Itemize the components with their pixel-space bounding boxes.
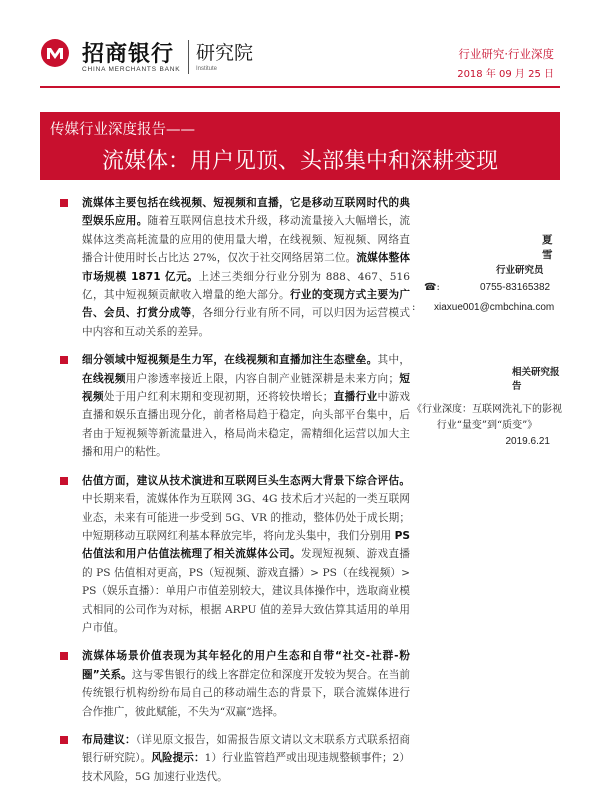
logo-divider	[188, 40, 189, 74]
summary-body	[60, 194, 410, 796]
bold-text-run: 布局建议：	[82, 733, 136, 746]
institute-name: 研究院	[196, 42, 254, 64]
related-reports-heading: 相关研究报告	[512, 367, 560, 392]
bold-text-run: 在线视频	[82, 372, 126, 385]
bold-text-run: 细分领域中短视频是生力军，在线视频和直播加注生态壁垒。	[82, 354, 378, 367]
summary-paragraph	[60, 647, 410, 721]
text-run: 这与零售银行的线上客群定位和深度开发较为契合。在当前传统银行机构纷纷布局自己的移动端生态的背景下，联合流媒体进行合作推广，彼此赋能，不失为“双赢”选择。	[82, 668, 410, 718]
summary-paragraph	[60, 194, 410, 341]
analyst-phone: 0755-83165382	[480, 282, 551, 293]
bold-text-run: 短视频	[82, 372, 411, 404]
text-run: 中游戏直播和娱乐直播出现分化，前者格局趋于稳定，向头部平台集中，后者由于短视频等新流量进入，格局尚未稳定，需精细化运营以加大主播和用户的粘性。	[82, 391, 411, 459]
text-run: 1）行业监管趋严或出现违规整顿事件；2）技术风险，5G 加速行业迭代。	[82, 752, 411, 783]
logo-text: 招商银行	[82, 42, 175, 67]
bullet-icon	[60, 199, 68, 207]
bullet-icon	[60, 736, 68, 744]
bold-text-run: 流媒体整体市场规模 1871 亿元。	[82, 252, 411, 283]
report-type: 行业研究·行业深度	[458, 47, 554, 61]
bold-text-run: PS 估值法和用户估值法梳理了相关流媒体公司。	[82, 529, 410, 561]
page-header	[0, 0, 600, 80]
bold-text-run: 风险提示：	[151, 752, 205, 765]
report-subtitle: 传媒行业深度报告——	[50, 122, 195, 138]
analyst-name: 夏雪	[542, 234, 553, 261]
bullet-icon	[60, 652, 68, 660]
text-run: 上述三类细分行业分别为 888、467、516 亿，其中短视频贡献收入增量的绝大部分。	[82, 270, 410, 302]
report-date: 2018 年 09 月 25 日	[457, 69, 554, 80]
analyst-role: 行业研究员	[496, 265, 544, 276]
text-run: 其中，	[377, 354, 410, 367]
related-report-item[interactable]	[412, 402, 562, 450]
text-run: 处于用户红利末期和变现初期，还将较快增长；	[103, 391, 334, 404]
report-title: 流媒体：用户见顶、头部集中和深耕变现	[101, 149, 498, 174]
bold-text-run: 行业的变现方式主要为广告、会员、打赏分成等	[82, 289, 411, 320]
text-run: 随着互联网信息技术升级，移动流量接入大幅增长，流媒体这类高耗流量的应用的使用量大增，在线视频、短视频、网络直播合计使用时长占比达 27%，仅次于社交网络居第二位。	[82, 215, 410, 265]
bold-text-run: 直播行业	[333, 391, 378, 404]
logo-english: CHINA MERCHANTS BANK	[82, 66, 181, 73]
cmb-logo-icon	[40, 38, 70, 68]
bullet-icon	[60, 477, 68, 485]
related-report-date: 2019.6.21	[505, 436, 550, 447]
summary-paragraph	[60, 731, 410, 786]
phone-icon: ☎:	[424, 282, 440, 293]
analyst-email[interactable]: xiaxue001@cmbchina.com	[434, 302, 555, 313]
bold-text-run: 估值方面，建议从技术演进和互联网巨头生态两大背景下综合评估。	[82, 474, 410, 487]
related-report-title: 《行业深度：互联网洗礼下的影视行业“量变”到“质变”》	[412, 404, 562, 431]
text-run: 发现短视频、游戏直播的 PS 估值相对更高，PS（短视频、游戏直播）> PS（在线视频）> PS（娱乐直播）：单用户市值差别较大，建议具体操作中，选取商业模式相同的公司作为对标，根据 ARPU 值的差异大致估算其适用的单用户市值。	[82, 548, 411, 634]
bullet-icon	[60, 356, 68, 364]
text-run: 中长期来看，流媒体作为互联网 3G、4G 技术后才兴起的一类互联网业态，未来有可能进一步受到 5G、VR 的推动，整体仍处于成长期；中短期移动互联网红利基本释放完毕，将向龙头集中，我们分别用	[82, 493, 410, 542]
summary-paragraph	[60, 351, 410, 461]
text-run: ，各细分行业有所不同，可以归因为运营模式中内容和互动关系的差异。	[82, 307, 411, 338]
header-rule	[40, 86, 560, 88]
email-icon: :	[412, 302, 416, 313]
institute-english: Institute	[196, 66, 218, 72]
text-run: 用户渗透率接近上限，内容自制产业链深耕是未来方向；	[125, 372, 400, 385]
text-run: （详见原文报告，如需报告原文请以文末联系方式联系招商银行研究院）。	[82, 733, 411, 765]
bold-text-run: 流媒体场景价值表现为其年轻化的用户生态和自带“社交-社群-粉圈”关系。	[82, 650, 410, 681]
title-banner	[40, 112, 560, 180]
summary-paragraph	[60, 472, 410, 638]
bold-text-run: 流媒体主要包括在线视频、短视频和直播，它是移动互联网时代的典型娱乐应用。	[82, 197, 410, 228]
